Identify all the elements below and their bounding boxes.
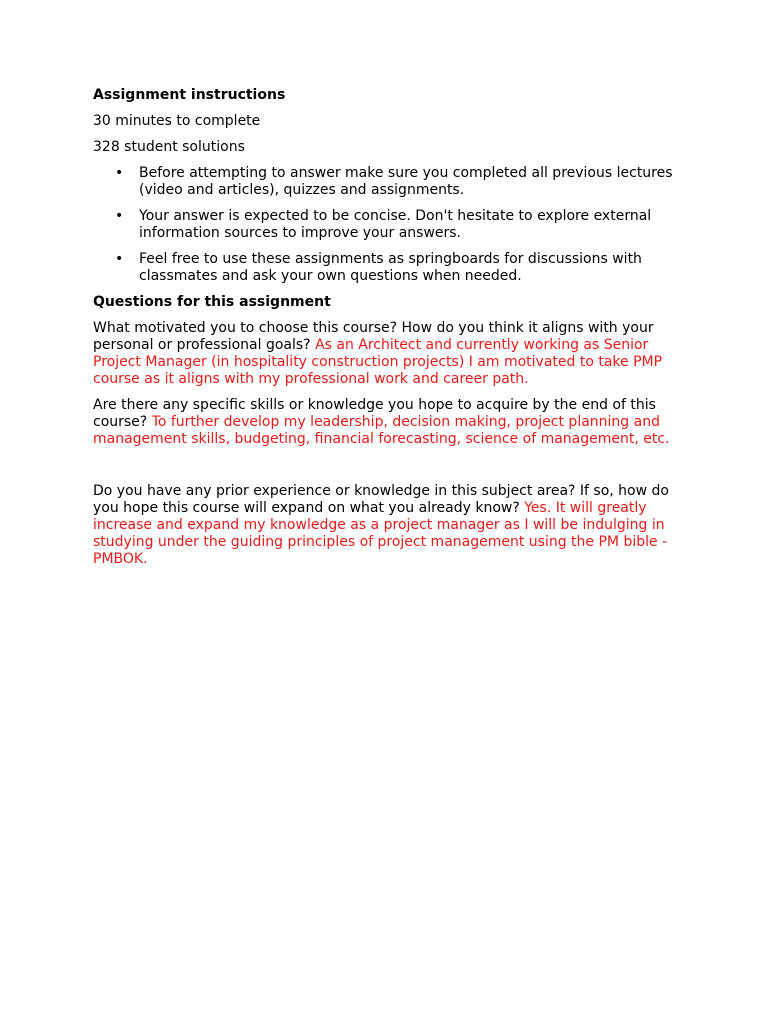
list-item — [115, 251, 678, 285]
question-text: Do you have any prior experience or knowledge in this subject area? If so, how do you hope this course will expand on what you already know? — [93, 483, 669, 516]
qa-block-3 — [93, 483, 678, 568]
instructions-list — [93, 165, 678, 285]
bullet-icon: • — [115, 251, 124, 267]
list-item — [115, 165, 678, 199]
list-item-text: Feel free to use these assignments as springboards for discussions with classmates and ask your own questions when needed. — [139, 251, 642, 284]
assignment-title: Assignment instructions — [93, 87, 286, 103]
blank-spacer — [93, 457, 678, 483]
list-item — [115, 208, 678, 242]
list-item-text: Before attempting to answer make sure you completed all previous lectures (video and articles), quizzes and assignments. — [139, 165, 673, 198]
list-item-text: Your answer is expected to be concise. Don't hesitate to explore external information sources to improve your answers. — [139, 208, 652, 241]
qa-block-1 — [93, 320, 678, 388]
bullet-icon: • — [115, 208, 124, 224]
qa-block-2 — [93, 397, 678, 448]
document-page — [93, 87, 678, 577]
questions-heading: Questions for this assignment — [93, 294, 331, 310]
answer-text: Yes. It will greatly increase and expand my knowledge as a project manager as I will be indulging in studying under the guiding principles of project management using the PM bible - PMBOK. — [93, 500, 668, 567]
question-text: What motivated you to choose this course? How do you think it aligns with your personal or professional goals? — [93, 320, 654, 353]
solutions-count: 328 student solutions — [93, 139, 245, 155]
answer-text: As an Architect and currently working as Senior Project Manager (in hospitality construction projects) I am motivated to take PMP course as it aligns with my professional work and career path. — [93, 337, 663, 387]
duration-text: 30 minutes to complete — [93, 113, 261, 129]
bullet-icon: • — [115, 165, 124, 181]
answer-text: To further develop my leadership, decision making, project planning and management skills, budgeting, financial forecasting, science of management, etc. — [93, 414, 670, 447]
question-text: Are there any specific skills or knowledge you hope to acquire by the end of this course? — [93, 397, 656, 430]
